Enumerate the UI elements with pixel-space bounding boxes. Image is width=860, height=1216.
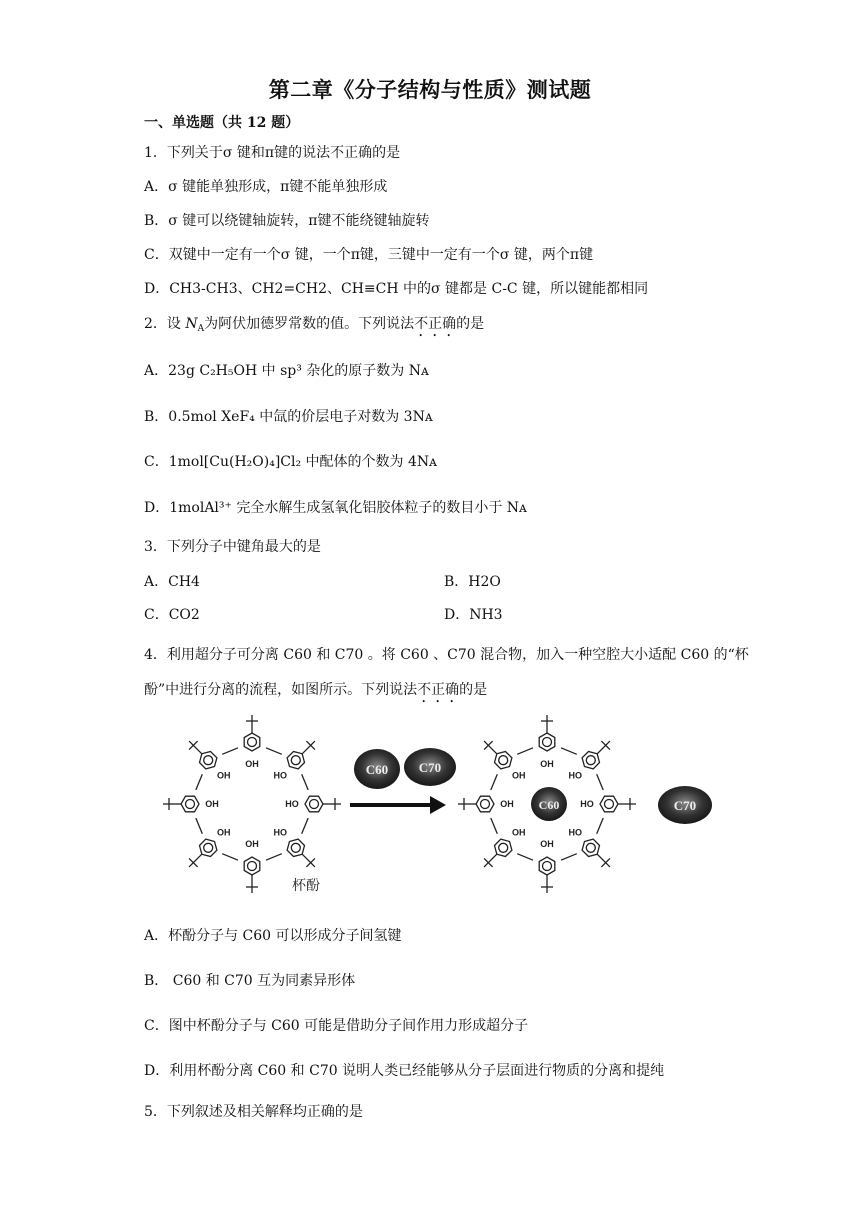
question-2-option-c: C．1mol[Cu(H₂O)₄]Cl₂ 中配体的个数为 4Nᴀ (144, 454, 438, 470)
hydroxyl-label: HO (273, 827, 288, 838)
benzene-ring (287, 839, 304, 856)
question-1-option-c: C．双键中一定有一个σ 键，一个π键，三键中一定有一个σ 键，两个π键 (144, 247, 594, 263)
c60-ball-inside-label: C60 (538, 798, 560, 812)
question-4-stem-line-2: 酚”中进行分离的流程，如图所示。下列说法不正确的是 (144, 682, 488, 698)
benzene-ring (495, 752, 512, 769)
hydroxyl-label: OH (245, 839, 259, 849)
c70-ball-separated (658, 786, 712, 824)
benzene-ring (287, 752, 304, 769)
benzene-ring (200, 752, 217, 769)
hydroxyl-label: HO (285, 799, 299, 809)
hydroxyl-label: HO (568, 827, 583, 838)
benzene-ring (244, 857, 260, 875)
question-2-stem: 2．设 $N_A$为阿伏加德罗常数的值。下列说法不正确的是 (144, 316, 485, 334)
hydroxyl-label: OH (540, 839, 554, 849)
question-4-stem-line-1: 4．利用超分子可分离 C60 和 C70 。将 C60 、C70 混合物，加入一种空腔大小适配 C60 的“杯 (144, 647, 749, 663)
question-3-option-b: B．H2O (444, 574, 501, 590)
separation-arrow (350, 796, 446, 814)
hydroxyl-label: OH (216, 827, 231, 838)
calixarene-molecule-left (163, 715, 341, 893)
question-4-option-b: B． C60 和 C70 互为同素异形体 (144, 973, 356, 989)
question-2-option-a: A．23g C₂H₅OH 中 sp³ 杂化的原子数为 Nᴀ (144, 363, 429, 379)
calixarene-label: 杯酚 (292, 878, 320, 894)
hydroxyl-label: OH (205, 799, 219, 809)
section-heading: 一、单选题（共 12 题） (144, 115, 300, 131)
hydroxyl-label: OH (500, 799, 514, 809)
hydroxyl-label: HO (580, 799, 594, 809)
hydroxyl-label: OH (511, 827, 526, 838)
c70-ball-separated-label: C70 (673, 798, 697, 813)
benzene-ring (305, 796, 323, 812)
benzene-ring (200, 839, 217, 856)
hydroxyl-label: OH (245, 759, 259, 769)
benzene-ring (244, 733, 260, 751)
question-4-option-a: A．杯酚分子与 C60 可以形成分子间氢键 (144, 928, 402, 944)
hydroxyl-label: OH (511, 770, 526, 781)
page-title: 第二章《分子结构与性质》测试题 (268, 77, 592, 102)
c70-ball-top (404, 748, 456, 786)
question-3-stem: 3．下列分子中键角最大的是 (144, 539, 321, 555)
question-4-option-c: C．图中杯酚分子与 C60 可能是借助分子间作用力形成超分子 (144, 1018, 529, 1034)
question-3-option-a: A．CH4 (144, 574, 200, 590)
question-3-option-d: D．NH3 (444, 607, 503, 623)
benzene-ring (600, 796, 618, 812)
benzene-ring (495, 839, 512, 856)
question-1-option-b: B．σ 键可以绕键轴旋转，π键不能绕键轴旋转 (144, 213, 430, 229)
question-5-stem: 5．下列叙述及相关解释均正确的是 (144, 1104, 363, 1120)
question-4-option-d: D．利用杯酚分离 C60 和 C70 说明人类已经能够从分子层面进行物质的分离和提纯 (144, 1063, 665, 1079)
question-2-option-b: B．0.5mol XeF₄ 中氙的价层电子对数为 3Nᴀ (144, 409, 433, 425)
hydroxyl-label: OH (216, 770, 231, 781)
benzene-ring (582, 839, 599, 856)
c60-ball-top (354, 749, 400, 789)
question-1-option-d: D．CH3-CH3、CH2=CH2、CH≡CH 中的σ 键都是 C-C 键，所以键能都相同 (144, 281, 649, 297)
hydroxyl-label: OH (540, 759, 554, 769)
benzene-ring (539, 857, 555, 875)
benzene-ring (476, 796, 494, 812)
calixarene-separation-figure (160, 712, 720, 902)
hydroxyl-label: HO (273, 770, 288, 781)
question-1-stem: 1．下列关于σ 键和π键的说法不正确的是 (144, 145, 401, 161)
question-2-option-d: D．1molAl³⁺ 完全水解生成氢氧化铝胶体粒子的数目小于 Nᴀ (144, 500, 527, 516)
benzene-ring (181, 796, 199, 812)
benzene-ring (539, 733, 555, 751)
benzene-ring (582, 752, 599, 769)
hydroxyl-label: HO (568, 770, 583, 781)
c60-ball-top-label: C60 (365, 762, 389, 777)
question-1-option-a: A．σ 键能单独形成，π键不能单独形成 (144, 179, 388, 195)
c70-ball-top-label: C70 (418, 760, 442, 775)
question-3-option-c: C．CO2 (144, 607, 200, 623)
c60-ball-inside (531, 787, 567, 821)
